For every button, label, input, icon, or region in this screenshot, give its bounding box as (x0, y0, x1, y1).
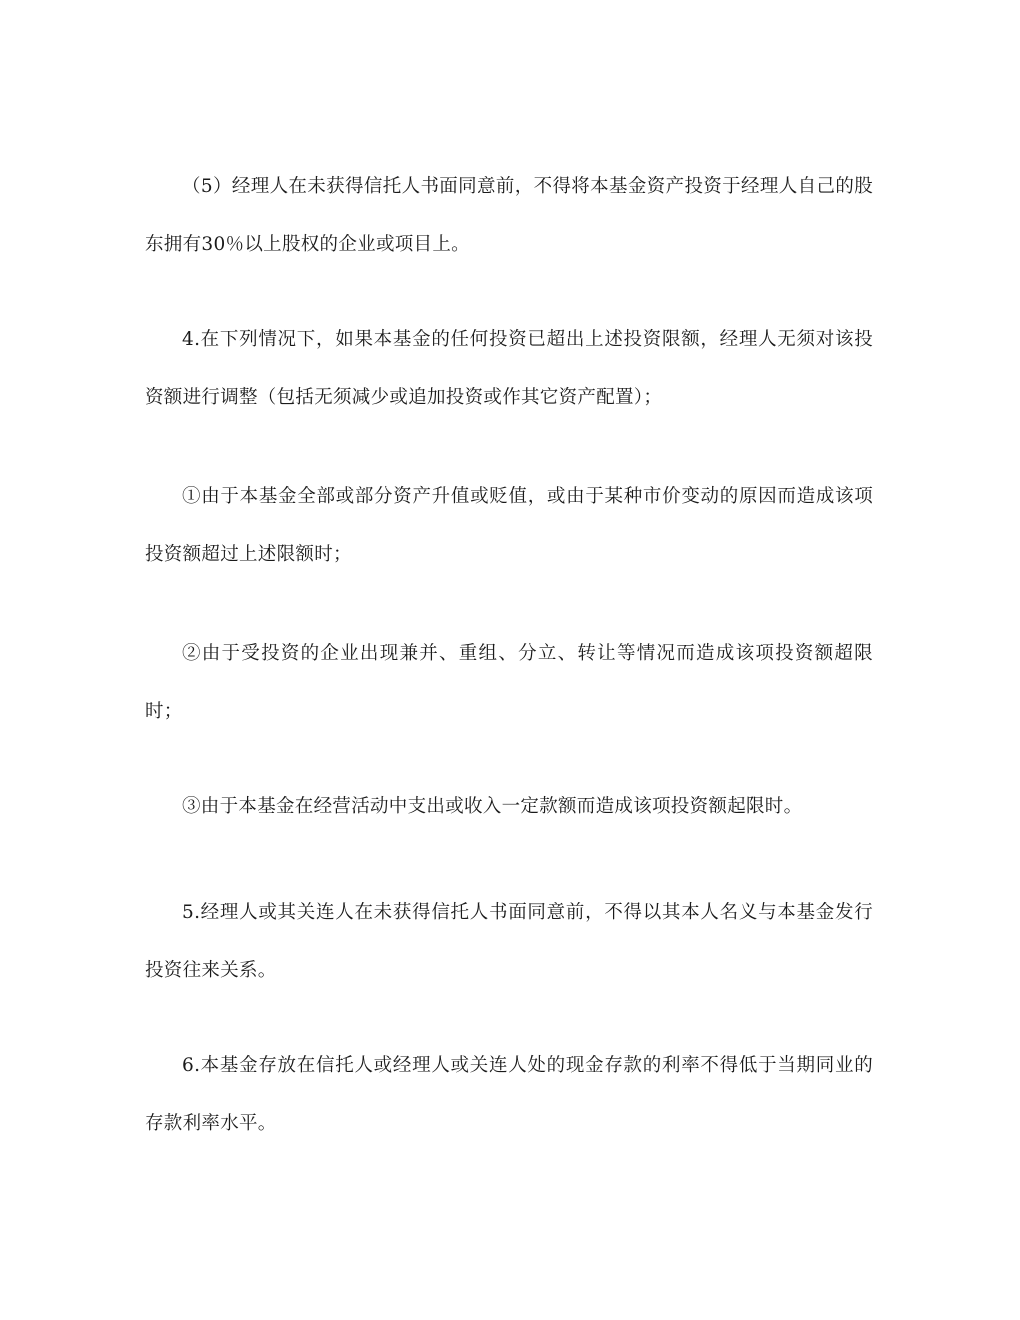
paragraph-4-limit-exceptions: 4.在下列情况下，如果本基金的任何投资已超出上述投资限额，经理人无须对该投资额进行调整（包括无须减少或追加投资或作其它资产配置）； (145, 329, 873, 408)
paragraph-item-3-expenditure-income: ③由于本基金在经营活动中支出或收入一定款额而造成该项投资额起限时。 (182, 796, 803, 817)
paragraph-6-deposit-rate: 6.本基金存放在信托人或经理人或关连人处的现金存款的利率不得低于当期同业的存款利率水平。 (145, 1055, 873, 1134)
paragraph-item-2-restructuring: ②由于受投资的企业出现兼并、重组、分立、转让等情况而造成该项投资额超限时； (145, 643, 873, 722)
paragraph-item-1-asset-value-change: ①由于本基金全部或部分资产升值或贬值，或由于某种市价变动的原因而造成该项投资额超过上述限额时； (145, 486, 873, 565)
paragraph-5-manager-dealings: 5.经理人或其关连人在未获得信托人书面同意前，不得以其本人名义与本基金发行投资往来关系。 (145, 902, 873, 981)
paragraph-5-related-party-investment: （5）经理人在未获得信托人书面同意前，不得将本基金资产投资于经理人自己的股东拥有30％以上股权的企业或项目上。 (145, 176, 873, 255)
